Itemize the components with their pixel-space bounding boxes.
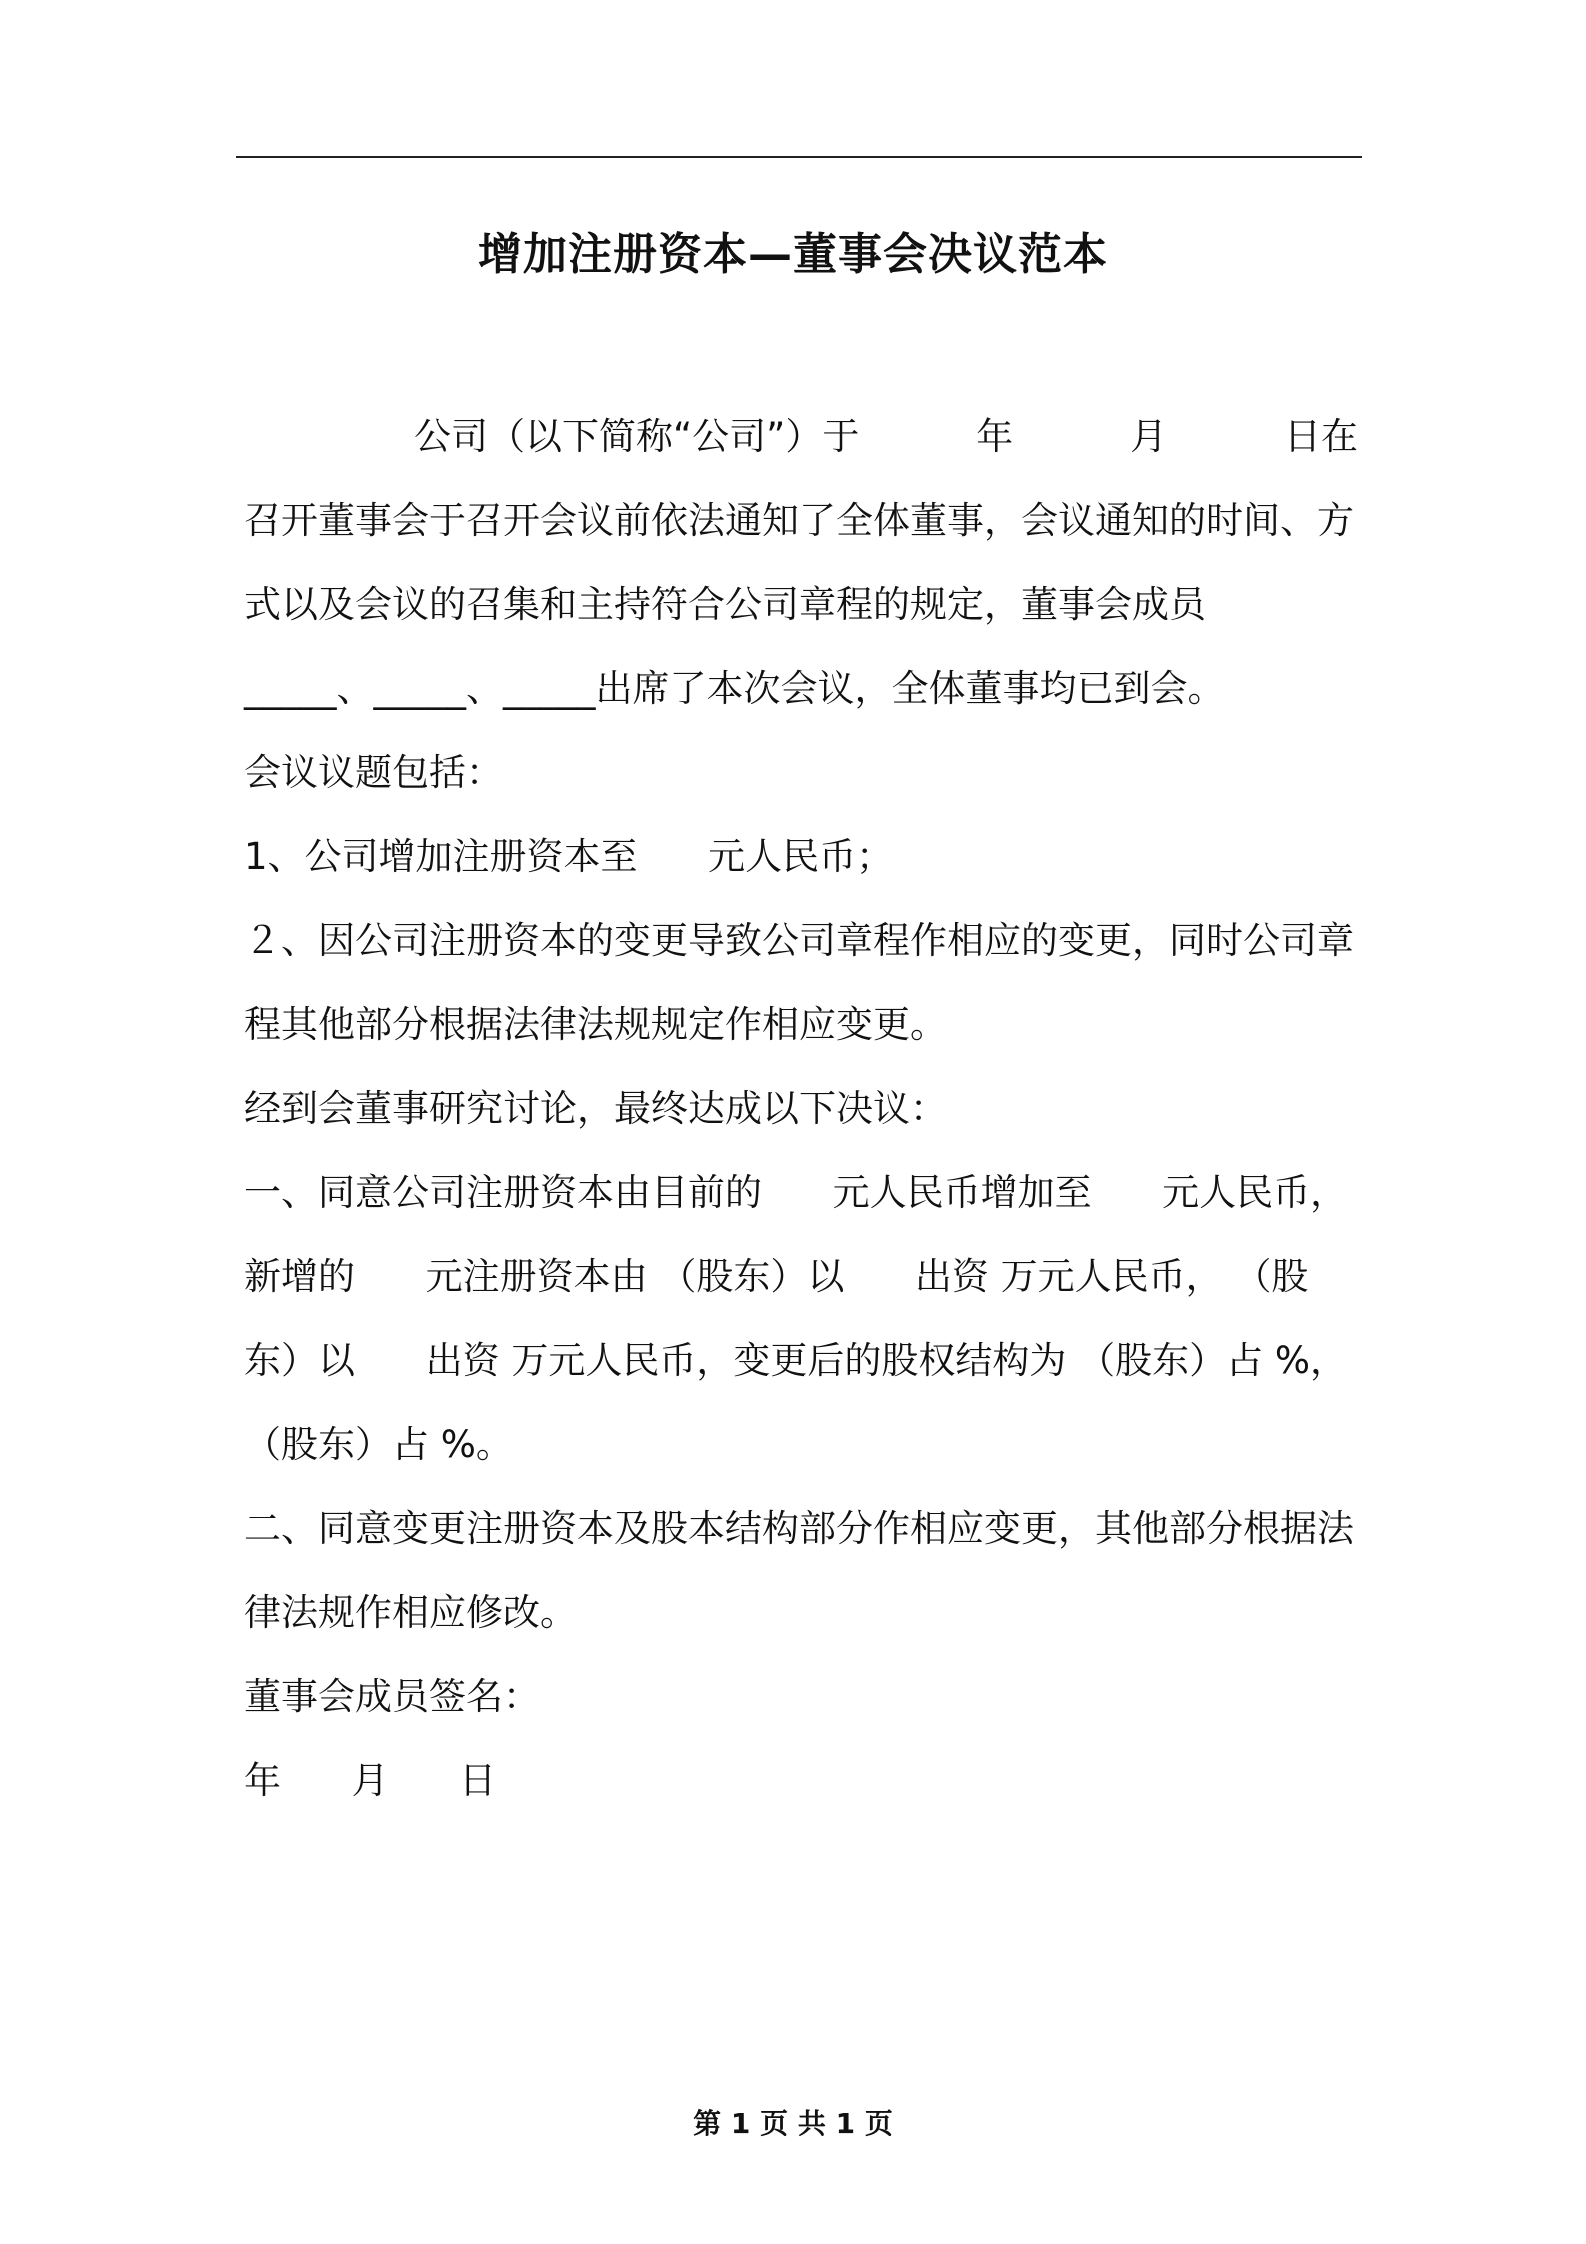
agenda-heading: 会议议题包括： xyxy=(244,751,503,794)
resolution-1-line-2: 新增的 元注册资本由 （股东）以 出资 万元人民币， （股 xyxy=(244,1255,1309,1298)
resolution-1-line-1: 一、同意公司注册资本由目前的 元人民币增加至 元人民币， xyxy=(244,1171,1348,1214)
paragraph-1-line-4: _____、_____、_____出席了本次会议，全体董事均已到会。 xyxy=(244,667,1225,710)
resolution-intro: 经到会董事研究讨论，最终达成以下决议： xyxy=(244,1087,947,1130)
paragraph-1-line-1 xyxy=(414,412,1358,462)
agenda-item-1: 1、公司增加注册资本至 元人民币； xyxy=(244,835,894,878)
date-line: 年 月 日 xyxy=(244,1759,497,1802)
header-rule xyxy=(236,156,1362,158)
resolution-2-line-2: 律法规作相应修改。 xyxy=(244,1591,577,1634)
company-intro-text: 公司（以下简称“公司”）于 xyxy=(414,415,860,458)
agenda-item-2-line-2: 程其他部分根据法律法规规定作相应变更。 xyxy=(244,1003,947,1046)
paragraph-1-line-2: 召开董事会于召开会议前依法通知了全体董事，会议通知的时间、方 xyxy=(244,499,1354,542)
paragraph-1-line-3: 式以及会议的召集和主持符合公司章程的规定，董事会成员 xyxy=(244,583,1206,626)
document-title: 增加注册资本—董事会决议范本 xyxy=(478,229,1108,280)
agenda-item-2-line-1: ２、因公司注册资本的变更导致公司章程作相应的变更，同时公司章 xyxy=(244,919,1354,962)
resolution-1-line-3: 东）以 出资 万元人民币，变更后的股权结构为 （股东）占 %， xyxy=(244,1339,1348,1382)
page-footer: 第 1 页 共 1 页 xyxy=(693,2107,893,2140)
day-label: 日在 xyxy=(1283,415,1358,458)
signature-label: 董事会成员签名： xyxy=(244,1675,540,1718)
month-label: 月 xyxy=(1130,415,1168,458)
resolution-2-line-1: 二、同意变更注册资本及股本结构部分作相应变更，其他部分根据法 xyxy=(244,1507,1354,1550)
year-label: 年 xyxy=(976,415,1014,458)
resolution-1-line-4: （股东）占 %。 xyxy=(244,1423,513,1466)
